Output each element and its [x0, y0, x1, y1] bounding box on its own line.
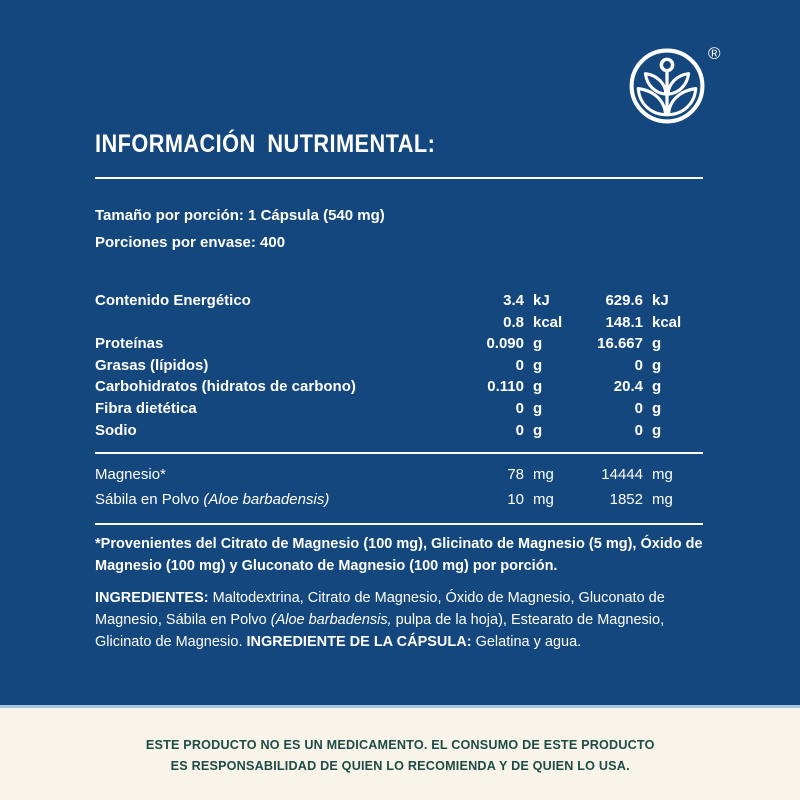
unit-col1: g [533, 378, 543, 396]
value-col1: 0 [515, 356, 524, 374]
minerals-section [95, 452, 703, 525]
nutrient-label: Contenido Energético [95, 292, 251, 309]
unit-col2: g [652, 399, 662, 417]
table-row [95, 398, 703, 420]
legal-disclaimer [146, 734, 655, 776]
table-row [95, 420, 703, 442]
value-col2: 20.4 [613, 378, 643, 396]
value-col2: 148.1 [605, 313, 643, 331]
unit-col2: mg [652, 490, 673, 508]
unit-col1: kJ [533, 292, 550, 309]
table-row [95, 312, 703, 334]
ingredients-label: INGREDIENTES: [95, 590, 209, 606]
unit-col2: g [652, 335, 662, 353]
registered-trademark-icon: ® [708, 44, 721, 63]
value-col1: 0.8 [503, 313, 524, 331]
nutrition-table [95, 290, 703, 441]
ingredients-latin-name: (Aloe barbadensis, [270, 612, 392, 628]
disclaimer-line2: ES RESPONSABILIDAD DE QUIEN LO RECOMIENDA Y DE QUIEN LO USA. [170, 758, 630, 773]
unit-col1: g [533, 421, 543, 439]
nutrient-label: Sodio [95, 421, 137, 439]
unit-col1: mg [533, 466, 554, 483]
value-col2: 0 [634, 399, 643, 417]
table-row [95, 355, 703, 377]
brand-logo [628, 44, 728, 127]
unit-col2: mg [652, 466, 673, 483]
value-col1: 0.110 [487, 378, 524, 396]
plant-logo-icon [628, 47, 706, 125]
ingredients-paragraph [95, 587, 707, 653]
unit-col1: mg [533, 490, 554, 508]
value-col2: 14444 [601, 466, 643, 483]
nutrient-label: Carbohidratos (hidratos de carbono) [95, 378, 356, 396]
value-col1: 3.4 [503, 292, 524, 309]
nutrient-label: Fibra dietética [95, 399, 197, 417]
nutrient-label [95, 312, 449, 334]
unit-col2: g [652, 378, 662, 396]
value-col1: 0.090 [486, 335, 524, 353]
table-row [95, 333, 703, 355]
unit-col2: kcal [652, 313, 682, 331]
servings-per-container: Porciones por envase: 400 [95, 234, 286, 251]
value-col2: 1852 [609, 490, 643, 508]
unit-col1: g [533, 335, 543, 353]
table-row [95, 463, 703, 488]
magnesium-sources-footnote: *Provenientes del Citrato de Magnesio (100 mg), Glicinato de Magnesio (5 mg), Óxido de Magnesio (100 mg) y Gluconato de Magnesio (100 mg) por porción. [95, 536, 703, 574]
value-col2: 629.6 [605, 292, 643, 309]
unit-col2: g [652, 421, 662, 439]
nutrient-label: Proteínas [95, 335, 164, 353]
unit-col1: kcal [533, 313, 563, 331]
capsule-ingredient-text: Gelatina y agua. [471, 634, 582, 650]
footer [0, 708, 800, 800]
disclaimer-line1: ESTE PRODUCTO NO ES UN MEDICAMENTO. EL CONSUMO DE ESTE PRODUCTO [145, 737, 655, 752]
title-divider [95, 177, 703, 179]
value-col2: 0 [634, 421, 643, 439]
table-row [95, 488, 703, 513]
nutrient-label: Magnesio* [95, 466, 166, 483]
unit-col2: kJ [652, 292, 669, 309]
table-row [95, 290, 703, 312]
value-col1: 78 [507, 466, 524, 483]
unit-col2: g [652, 356, 662, 374]
unit-col1: g [533, 399, 543, 417]
table-row [95, 376, 703, 398]
nutrient-label: Grasas (lípidos) [95, 356, 209, 374]
value-col2: 0 [634, 356, 643, 374]
value-col1: 0 [515, 399, 524, 417]
nutrient-label: Sábila en Polvo (Aloe barbadensis) [95, 490, 330, 508]
unit-col1: g [533, 356, 543, 374]
page-title: INFORMACIÓN NUTRIMENTAL: [95, 130, 436, 158]
serving-info [95, 202, 703, 256]
value-col1: 0 [515, 421, 524, 439]
capsule-ingredient-label: INGREDIENTE DE LA CÁPSULA: [246, 634, 472, 650]
value-col2: 16.667 [597, 335, 643, 353]
serving-size: Tamaño por porción: 1 Cápsula (540 mg) [95, 207, 385, 224]
ingredients-text: Maltodextrina, Citrato de Magnesio, Óxido de Magnesio, Gluconato de Magnesio, Sábila en Polvo [95, 590, 665, 628]
ingredients-text: pulpa de la hoja), Estearato de Magnesio, Glicinato de Magnesio. [95, 612, 665, 650]
value-col1: 10 [507, 490, 524, 508]
